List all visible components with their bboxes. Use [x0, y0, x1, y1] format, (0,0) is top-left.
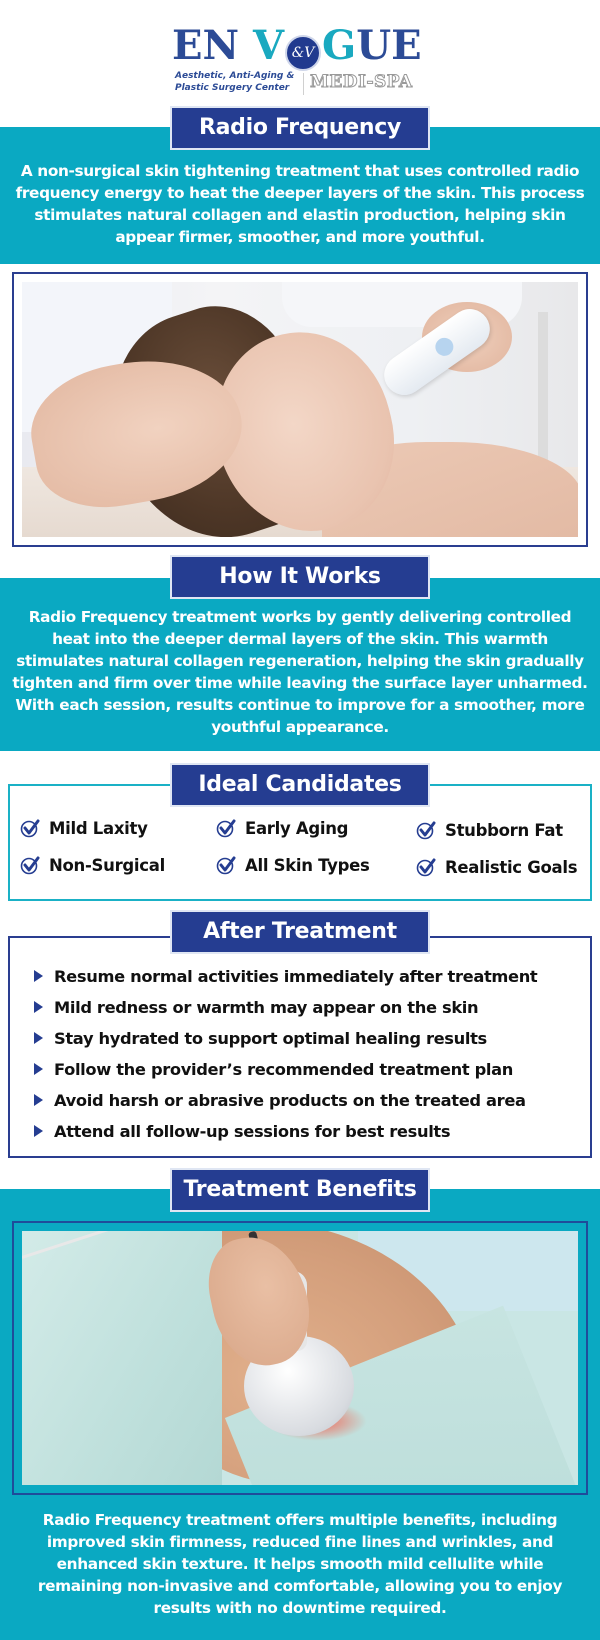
triangle-bullet-icon — [34, 1032, 43, 1044]
candidate-label: Mild Laxity — [49, 818, 148, 838]
candidate-label: All Skin Types — [245, 855, 370, 875]
brand-logo — [150, 18, 450, 100]
check-icon — [20, 818, 40, 838]
triangle-bullet-icon — [34, 970, 43, 982]
logo-emblem-icon: &V — [285, 35, 321, 71]
section-title-after-treatment: After Treatment — [170, 910, 430, 954]
candidate-item — [20, 853, 165, 877]
section-title-radio-frequency: Radio Frequency — [170, 106, 430, 150]
candidate-label: Early Aging — [245, 818, 349, 838]
triangle-bullet-icon — [34, 1001, 43, 1013]
logo-wordmark — [172, 22, 432, 70]
logo-tagline — [175, 70, 305, 94]
logo-v: V — [252, 22, 285, 69]
after-treatment-item — [34, 1088, 526, 1112]
after-treatment-label: Mild redness or warmth may appear on the skin — [54, 997, 479, 1017]
after-treatment-label: Avoid harsh or abrasive products on the treated area — [54, 1090, 526, 1110]
after-treatment-item — [34, 1119, 450, 1143]
candidate-item — [20, 816, 148, 840]
after-treatment-item — [34, 964, 537, 988]
after-treatment-label: Resume normal activities immediately after treatment — [54, 966, 538, 986]
logo-divider — [303, 73, 304, 95]
after-treatment-item — [34, 1026, 487, 1050]
triangle-bullet-icon — [34, 1094, 43, 1106]
tagline-line-1: Aesthetic, Anti-Aging & — [175, 71, 295, 81]
body-treatment-photo — [22, 1231, 578, 1485]
benefits-image-frame — [12, 1221, 588, 1495]
section-title-treatment-benefits: Treatment Benefits — [170, 1168, 430, 1212]
intro-text: A non-surgical skin tightening treatment that uses controlled radio frequency energy to heat the deeper layers of the skin. This process stimulates natural collagen and elastin production, helping skin appear firmer, smoother, and more youthful. — [15, 162, 585, 246]
check-icon — [216, 855, 236, 875]
tagline-line-2: Plastic Surgery Center — [175, 83, 290, 93]
candidate-item — [216, 853, 370, 877]
logo-medispa: MEDI-SPA — [310, 72, 413, 92]
facial-treatment-photo — [22, 282, 578, 537]
candidate-label: Realistic Goals — [445, 857, 578, 877]
triangle-bullet-icon — [34, 1125, 43, 1137]
section-title-ideal-candidates: Ideal Candidates — [170, 763, 430, 807]
check-icon — [416, 857, 436, 877]
candidate-item — [416, 818, 563, 842]
after-treatment-item — [34, 1057, 513, 1081]
logo-gue: GUE — [322, 22, 422, 69]
after-treatment-label: Stay hydrated to support optimal healing results — [54, 1028, 487, 1048]
after-treatment-label: Follow the provider’s recommended treatment plan — [54, 1059, 513, 1079]
logo-en: EN — [172, 22, 253, 69]
benefits-text: Radio Frequency treatment offers multiple benefits, including improved skin firmness, reduced fine lines and wrinkles, and enhanced skin texture. It helps smooth mild cellulite while remaining non-invasive and comfortable, allowing you to enjoy results with no downtime required. — [37, 1511, 563, 1617]
check-icon — [416, 820, 436, 840]
after-treatment-label: Attend all follow-up sessions for best results — [54, 1121, 451, 1141]
triangle-bullet-icon — [34, 1063, 43, 1075]
after-treatment-item — [34, 995, 478, 1019]
section-title-how-it-works: How It Works — [170, 555, 430, 599]
candidate-item — [416, 855, 577, 879]
check-icon — [216, 818, 236, 838]
candidate-label: Non-Surgical — [49, 855, 165, 875]
check-icon — [20, 855, 40, 875]
intro-image-frame — [12, 272, 588, 547]
how-it-works-text: Radio Frequency treatment works by gently delivering controlled heat into the deeper dermal layers of the skin. This warmth stimulates natural collagen regeneration, helping the skin gradually tighten and firm over time while leaving the surface layer unharmed. With each session, results continue to improve for a smoother, more youthful appearance. — [12, 608, 588, 736]
candidate-label: Stubborn Fat — [445, 820, 563, 840]
candidate-item — [216, 816, 348, 840]
